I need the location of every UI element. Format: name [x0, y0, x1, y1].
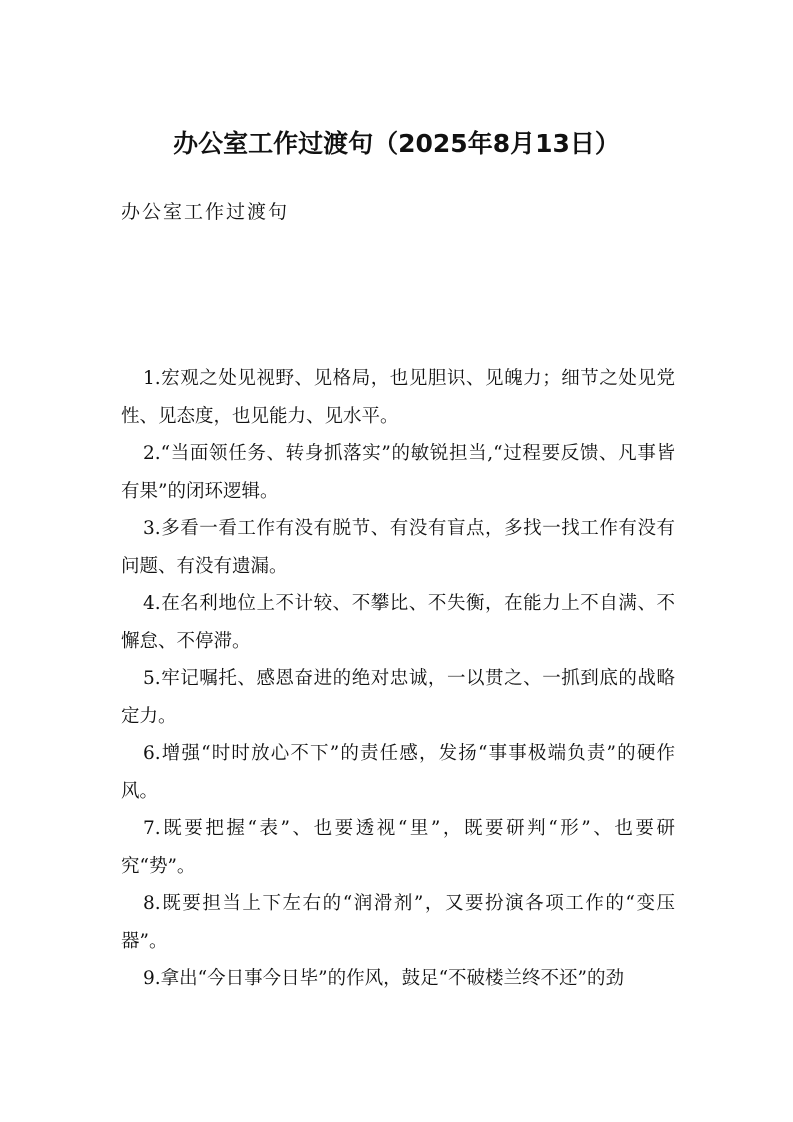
list-item: 9.拿出“今日事今日毕”的作风，鼓足“不破楼兰终不还”的劲 [143, 968, 624, 989]
transition-sentence-list [121, 360, 675, 998]
document-subtitle: 办公室工作过渡句 [121, 201, 290, 223]
list-item: 7.既要把握“表”、也要透视“里”，既要研判“形”、也要研究“势”。 [121, 818, 675, 877]
list-item: 8.既要担当上下左右的“润滑剂”，又要扮演各项工作的“变压器”。 [121, 893, 675, 952]
list-item: 6.增强“时时放心不下”的责任感，发扬“事事极端负责”的硬作风。 [121, 743, 675, 802]
list-item: 3.多看一看工作有没有脱节、有没有盲点，多找一找工作有没有问题、有没有遗漏。 [121, 518, 675, 577]
list-item: 4.在名利地位上不计较、不攀比、不失衡，在能力上不自满、不懈怠、不停滞。 [121, 593, 675, 652]
list-item: 1.宏观之处见视野、见格局，也见胆识、见魄力；细节之处见党性、见态度，也见能力、见水平。 [121, 368, 675, 427]
list-item: 5.牢记嘱托、感恩奋进的绝对忠诚，一以贯之、一抓到底的战略定力。 [121, 668, 675, 727]
list-item: 2.“当面领任务、转身抓落实”的敏锐担当,“过程要反馈、凡事皆有果”的闭环逻辑。 [121, 443, 675, 502]
document-title: 办公室工作过渡句（2025年8月13日） [173, 129, 620, 158]
